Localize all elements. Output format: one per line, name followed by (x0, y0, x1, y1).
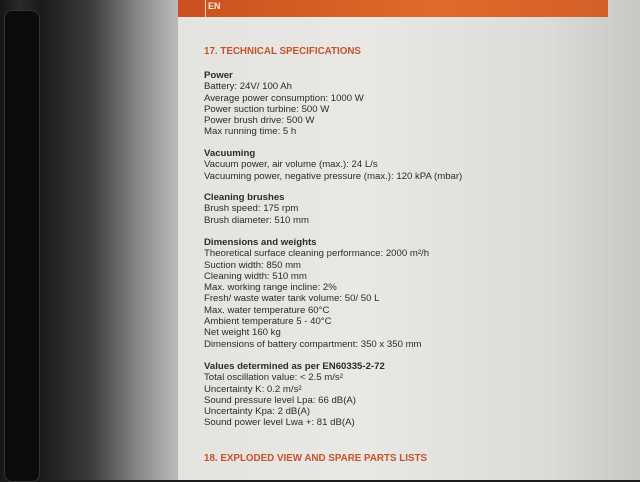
spec-group-heading: Power (204, 70, 233, 81)
spec-line: Max running time: 5 h (204, 126, 297, 138)
spec-line: Sound power level Lwa +: 81 dB(A) (204, 417, 355, 429)
spec-group (204, 70, 364, 138)
spec-line: Ambient temperature 5 - 40°C (204, 316, 332, 328)
spec-line: Max. working range incline: 2% (204, 282, 337, 294)
spec-line: Power brush drive: 500 W (204, 115, 315, 127)
section-18-title: 18. EXPLODED VIEW AND SPARE PARTS LISTS (204, 453, 428, 464)
device-slot (4, 10, 40, 482)
spec-group (204, 237, 429, 350)
spec-line: Uncertainty K: 0.2 m/s² (204, 383, 302, 395)
spec-group-heading: Cleaning brushes (204, 192, 285, 203)
spec-line: Fresh/ waste water tank volume: 50/ 50 L (204, 293, 380, 305)
spec-line: Total oscillation value: < 2.5 m/s² (204, 372, 343, 384)
spec-line: Sound pressure level Lpa: 66 dB(A) (204, 394, 356, 406)
spec-line: Max. water temperature 60°C (204, 304, 330, 316)
spec-line: Vacuum power, air volume (max.): 24 L/s (204, 159, 378, 171)
spec-line: Battery: 24V/ 100 Ah (204, 81, 293, 93)
spec-group (204, 192, 309, 226)
spec-line: Brush diameter: 510 mm (204, 214, 310, 226)
spec-line: Average power consumption: 1000 W (204, 92, 364, 104)
spec-line: Cleaning width: 510 mm (204, 270, 307, 282)
spec-group-heading: Vacuuming (204, 148, 256, 159)
spec-group-heading: Dimensions and weights (204, 237, 317, 248)
spec-line: Brush speed: 175 rpm (204, 203, 299, 215)
language-label: EN (208, 1, 221, 11)
spec-group (204, 148, 462, 182)
header-band (178, 0, 608, 17)
spec-line: Vacuuming power, negative pressure (max.): 120 kPA (mbar) (204, 170, 463, 182)
spec-group-heading: Values determined as per EN60335-2-72 (204, 361, 385, 372)
spec-line: Uncertainty Kpa: 2 dB(A) (204, 406, 311, 418)
spec-group (204, 361, 385, 429)
spec-line: Dimensions of battery compartment: 350 x 350 mm (204, 338, 422, 350)
spec-line: Suction width: 850 mm (204, 259, 302, 271)
manual-page (178, 0, 640, 480)
background-plastic-wrap (0, 0, 180, 480)
section-17-title: 17. TECHNICAL SPECIFICATIONS (204, 46, 361, 57)
spec-line: Power suction turbine: 500 W (204, 103, 330, 115)
spec-line: Theoretical surface cleaning performance: 2000 m²/h (204, 248, 430, 260)
spec-line: Net weight 160 kg (204, 327, 281, 339)
